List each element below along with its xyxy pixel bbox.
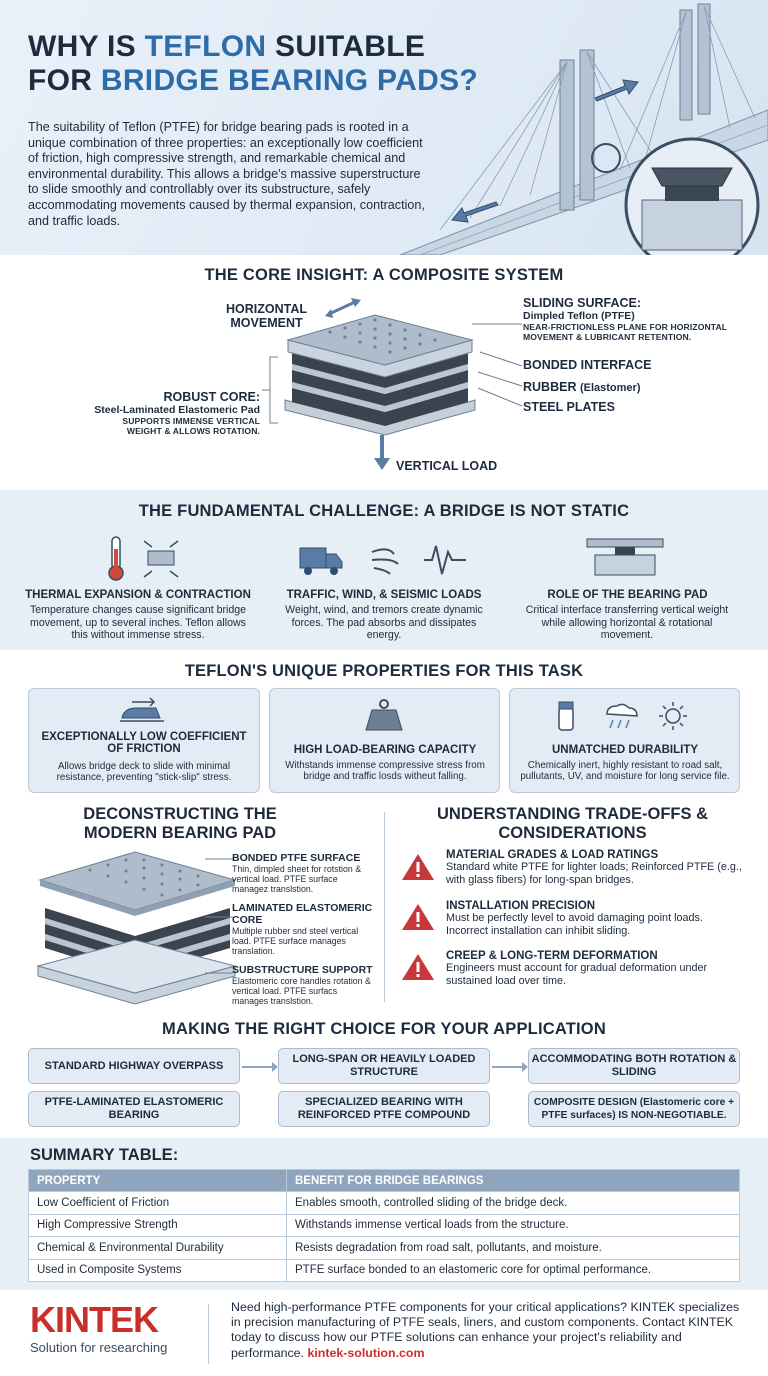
deconstruct-callout-lines — [205, 855, 235, 985]
deconstruct-item-substructure: SUBSTRUCTURE SUPPORT Elastomeric core handles rotation & vertical load. PTFE surfacs manages translstion. — [232, 964, 373, 1007]
sliding-surface-callout: SLIDING SURFACE: Dimpled Teflon (PTFE) NEAR-FRICTIONLESS PLANE FOR HORIZONTAL MOVEMENT & LUBRICANT RETENTION. — [523, 296, 727, 342]
choice-rotation-sliding: ACCOMMODATING BOTH ROTATION & SLIDING — [528, 1048, 740, 1084]
challenge-thermal-desc: Temperature changes cause significant bridge movement, up to several inches. Teflon allows this without immense stress. — [29, 604, 247, 641]
steel-plates-label: STEEL PLATES — [523, 400, 615, 414]
bracket-line — [262, 355, 282, 425]
tradeoff-item-creep: CREEP & LONG-TERM DEFORMATION Engineers must account for gradual deformation under sustained load over time. — [446, 950, 708, 987]
challenge-traffic-title: TRAFFIC, WIND, & SEISMIC LOADS — [286, 589, 482, 601]
choice-result-ptfe-laminated: PTFE-LAMINATED ELASTOMERIC BEARING — [28, 1091, 240, 1127]
property-durability-desc: Chemically inert, highly resistant to road salt, pullutants, UV, and moisture for long service file. — [520, 760, 730, 782]
warning-icon — [400, 902, 436, 932]
rubber-label: RUBBER (Elastomer) — [523, 380, 641, 394]
deconstruct-item-ptfe: BONDED PTFE SURFACE Thin, dimpled sheet for rotstion & vertical load. PTFE surface managez translstion. — [232, 852, 362, 895]
property-load-title: HIGH LOAD-BEARING CAPACITY — [293, 744, 477, 756]
horizontal-movement-label: HORIZONTAL MOVEMENT — [226, 302, 308, 330]
property-durability-title: UNMATCHED DURABILITY — [551, 744, 699, 756]
footer-divider — [208, 1304, 209, 1364]
kintek-logo[interactable]: KINTEK Solution for researching — [30, 1299, 168, 1355]
footer-text: Need high-performance PTFE components for your critical applications? KINTEK specializes in precision manufacturing of PTFE seals, liners, and custom components. Contact KINTEK today to discuss how our PTFE solutions can enhance your project's reliability and performance. kintek-solution.com — [231, 1300, 740, 1360]
composite-pad-diagram — [270, 310, 490, 475]
property-friction-desc: Allows bridge deck to slide with minimal resistance, preventing "stick-slip" stress. — [56, 761, 232, 783]
challenge-role-desc: Critical interface transferring vertical weight while allowing horizontal & rotational movement. — [525, 604, 729, 641]
table-header-row — [29, 1170, 740, 1192]
choice-highway: STANDARD HIGHWAY OVERPASS — [28, 1048, 240, 1084]
salt-rain-sun-icon — [555, 698, 695, 734]
warning-icon — [400, 852, 436, 882]
header-banner — [0, 0, 768, 255]
choice-long-span: LONG-SPAN OR HEAVILY LOADED STRUCTURE — [278, 1048, 490, 1084]
core-title: THE CORE INSIGHT: A COMPOSITE SYSTEM — [204, 266, 564, 284]
vertical-load-label: VERTICAL LOAD — [396, 459, 498, 473]
tagline: Solution for researching — [30, 1340, 168, 1355]
sliding-iron-icon — [118, 696, 168, 724]
page-title: WHY IS TEFLON SUITABLE FOR BRIDGE BEARING PADS? — [28, 30, 479, 97]
flow-arrows — [240, 1060, 530, 1074]
column-header: BENEFIT FOR BRIDGE BEARINGS — [287, 1170, 740, 1192]
property-load-desc: Withstands immense compressive stress from bridge and traffic losds witheut falling. — [285, 760, 485, 782]
table-row: Chemical & Environmental Durability Resists degradation from road salt, pollutants, and moisture. — [29, 1237, 740, 1260]
tradeoff-item-installation: INSTALLATION PRECISION Must be perfectly level to avoid damaging point loads. Incorrect installation can inhibit sliding. — [446, 900, 703, 937]
tradeoff-item-grades: MATERIAL GRADES & LOAD RATINGS Standard white PTFE for lighter loads; Reinforced PTFE (e.g., with glass fibers) for long-span bridges. — [446, 849, 742, 886]
choice-title: MAKING THE RIGHT CHOICE FOR YOUR APPLICATION — [162, 1020, 606, 1038]
table-row: Low Coefficient of Friction Enables smooth, controlled sliding of the bridge deck. — [29, 1192, 740, 1215]
intro-text: The suitability of Teflon (PTFE) for bridge bearing pads is rooted in a unique combination of three properties: an exceptionally low coefficient of friction, high compressive strength, and remarkable chemical and environmental durability. This allows a bridge's massive superstructure to slide smoothly and controllably over its substructure, safely accommodating movements caused by thermal expansion, contraction, and traffic loads. — [28, 120, 425, 228]
property-friction-title: EXCEPTIONALLY LOW COEFFICIENT OF FRICTION — [41, 731, 247, 755]
robust-core-callout: ROBUST CORE: Steel-Laminated Elastomeric Pad SUPPORTS IMMENSE VERTICAL WEIGHT & ALLOWS ROTATION. — [94, 390, 260, 436]
website-link[interactable]: kintek-solution.com — [307, 1345, 425, 1360]
bonded-interface-label: BONDED INTERFACE — [523, 358, 652, 372]
choice-result-reinforced: SPECIALIZED BEARING WITH REINFORCED PTFE COMPOUND — [278, 1091, 490, 1127]
table-row: Used in Composite Systems PTFE surface bonded to an elastomeric core for optimal performance. — [29, 1259, 740, 1282]
challenge-title: THE FUNDAMENTAL CHALLENGE: A BRIDGE IS NOT STATIC — [138, 502, 630, 520]
tradeoffs-title: UNDERSTANDING TRADE-OFFS & CONSIDERATIONS — [436, 805, 709, 842]
table-row: High Compressive Strength Withstands immense vertical loads from the structure. — [29, 1214, 740, 1237]
challenge-traffic-desc: Weight, wind, and tremors create dynamic forces. The pad absorbs and dissipates energy. — [285, 604, 483, 641]
summary-title: SUMMARY TABLE: — [30, 1146, 179, 1164]
bearing-pad-icon — [585, 537, 665, 577]
choice-result-composite: COMPOSITE DESIGN (Elastomeric core + PTFE surfaces) IS NON-NEGOTIABLE. — [528, 1091, 740, 1127]
challenge-role-title: ROLE OF THE BEARING PAD — [547, 589, 708, 601]
column-header: PROPERTY — [29, 1170, 287, 1192]
properties-title: TEFLON'S UNIQUE PROPERTIES FOR THIS TASK — [184, 662, 584, 680]
deconstruct-title: DECONSTRUCTING THE MODERN BEARING PAD — [83, 805, 277, 842]
divider — [384, 812, 385, 1002]
traffic-wind-seismic-icon — [298, 540, 468, 580]
weight-icon — [364, 698, 404, 732]
callout-lines — [470, 320, 524, 415]
thermometer-expansion-icon — [100, 535, 180, 583]
summary-table — [28, 1169, 740, 1282]
deconstruct-item-core: LAMINATED ELASTOMERIC CORE Multiple rubber snd steel vertical load. PTFE surface manages translation. — [232, 902, 373, 957]
warning-icon — [400, 952, 436, 982]
challenge-thermal-title: THERMAL EXPANSION & CONTRACTION — [25, 589, 251, 601]
double-arrow-icon — [325, 296, 365, 320]
